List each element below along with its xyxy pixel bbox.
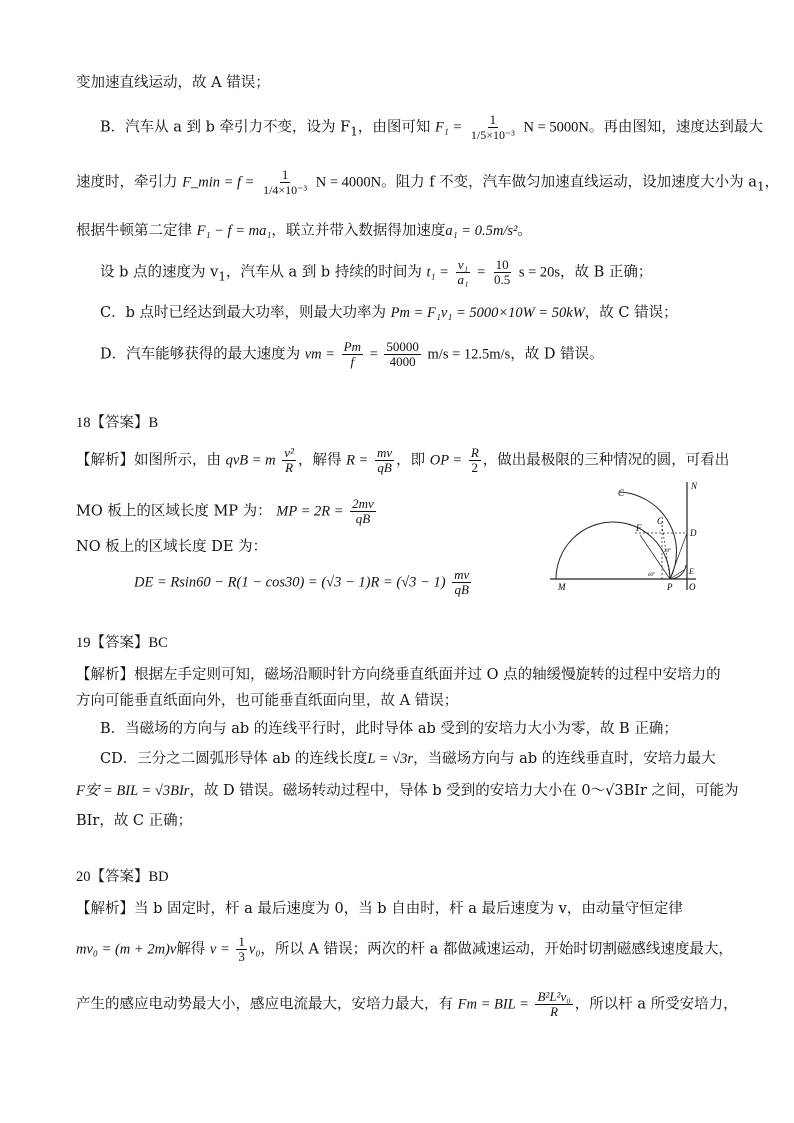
- text-line: DE = Rsin60 − R(1 − cos30) = (√3 − 1)R = (√3 − 1) $\frac{mv}{qB}$: [134, 567, 470, 597]
- fraction: $\frac{mv}{qB}$: [376, 445, 393, 475]
- answer-20-heading: 20【答案】BD: [76, 869, 169, 885]
- fraction: $\frac{\text{v²}}{R}$: [284, 445, 294, 475]
- fraction: $\frac{50000}{4000}$: [386, 339, 419, 369]
- fraction: $\frac{1}{\text{1/5×10⁻³}}$: [470, 112, 515, 142]
- label-C: C: [618, 488, 625, 498]
- text-line: 【解析】根据左手定则可知，磁场沿顺时针方向绕垂直纸面并过 O 点的轴缓慢旋转的过程中安培力的: [76, 667, 721, 683]
- text-line: 速度时，牵引力 F_min = f = $\frac{1}{\text{1/4×10⁻³}}$ N = 4000N。阻力 f 不变，汽车做匀加速直线运动，设加速度大小为 $a_1$，: [76, 167, 780, 197]
- text-line: 根据牛顿第二定律 F₁ − f = ma₁，联立并带入数据得加速度a₁ = 0.5m/s²。: [76, 223, 532, 239]
- answer-19-heading: 19【答案】BC: [76, 635, 168, 651]
- text-line: B．当磁场的方向与 ab 的连线平行时，此时导体 ab 受到的安培力大小为零，故 B 正确；: [100, 721, 678, 737]
- text-line: NO 板上的区域长度 DE 为：: [76, 539, 268, 555]
- magnetic-field-figure: [550, 480, 710, 595]
- text-line: 变加速直线运动，故 A 错误；: [76, 75, 270, 91]
- text-line: 方向可能垂直纸面向外，也可能垂直纸面向里，故 A 错误；: [76, 693, 459, 709]
- label-D: D: [690, 528, 697, 538]
- fraction: $\frac{10}{0.5}$: [493, 257, 511, 287]
- text-line: 【解析】当 b 固定时，杆 a 最后速度为 0，当 b 自由时，杆 a 最后速度为 v，由动量守恒定律: [76, 901, 683, 917]
- text-line: CD．三分之二圆弧形导体 ab 的连线长度L = √3r，当磁场方向与 ab 的连线垂直时，安培力最大: [100, 751, 716, 767]
- fraction: $\frac{1}{\text{1/4×10⁻³}}$: [263, 167, 308, 197]
- text-line: 【解析】如图所示，由 qvB = m $\frac{\text{v²}}{R}$ ，解得 R = $\frac{mv}{qB}$ ，即 OP = $\frac{R}{2}$ ，做出最极限的三种情况的圆，可看出: [76, 445, 730, 475]
- label-N: N: [691, 481, 698, 491]
- fraction: $\frac{\text{B²L²v₀}}{R}$: [537, 989, 571, 1019]
- text-line: B．汽车从 a 到 b 牵引力不变，设为 $F_1$，由图可知 F₁ = $\frac{1}{\text{1/5×10⁻³}}$ N = 5000N。再由图知，速度达到最大: [100, 112, 763, 142]
- label-M: M: [558, 582, 566, 592]
- fraction: $\frac{2mv}{qB}$: [352, 496, 374, 526]
- text-line: D．汽车能够获得的最大速度为 vm = $\frac{Pm}{f}$ = $\frac{50000}{4000}$ m/s = 12.5m/s，故 D 错误。: [100, 339, 604, 369]
- label-30deg: 30°: [664, 549, 671, 554]
- answer-18-heading: 18【答案】B: [76, 415, 159, 431]
- fraction: $\frac{R}{2}$: [470, 445, 479, 475]
- label-60deg: 60°: [648, 573, 655, 578]
- text-line: MO 板上的区域长度 MP 为： MP = 2R = $\frac{2mv}{qB}$: [76, 496, 374, 526]
- text-line: 设 b 点的速度为 $v_1$，汽车从 a 到 b 持续的时间为 t₁ = $\frac{\text{v₁}}{\text{a₁}}$ = $\frac{10}{0.5}$ s = 20s，故 B 正确；: [100, 257, 653, 287]
- fraction: $\frac{1}{3}$: [238, 934, 245, 964]
- fraction: $\frac{Pm}{f}$: [343, 339, 362, 369]
- fraction: $\frac{\text{v₁}}{\text{a₁}}$: [457, 257, 469, 287]
- label-P: P: [667, 582, 673, 592]
- label-G: G: [657, 516, 664, 526]
- label-O: O: [689, 582, 696, 592]
- fraction: $\frac{mv}{qB}$: [454, 567, 470, 597]
- label-E: E: [689, 567, 694, 576]
- text-line: mv₀ = (m + 2m)v解得 v = $\frac{1}{3}$ v₀，所以 A 错误；两次的杆 a 都做减速运动，开始时切割磁感线速度最大，: [76, 934, 733, 964]
- label-F: F: [636, 523, 642, 533]
- text-line: C．b 点时已经达到最大功率，则最大功率为 Pm = F₁v₁ = 5000×10W = 50kW，故 C 错误；: [100, 305, 678, 321]
- text-line: 产生的感应电动势最大小，感应电流最大，安培力最大，有 Fm = BIL = $\frac{\text{B²L²v₀}}{R}$ ，所以杆 a 所受安培力，: [76, 989, 738, 1019]
- text-line: F安 = BIL = √3BIr，故 D 错误。磁场转动过程中，导体 b 受到的安培力大小在 0～√3BIr 之间，可能为: [76, 783, 739, 799]
- text-line: BIr，故 C 正确；: [76, 813, 193, 829]
